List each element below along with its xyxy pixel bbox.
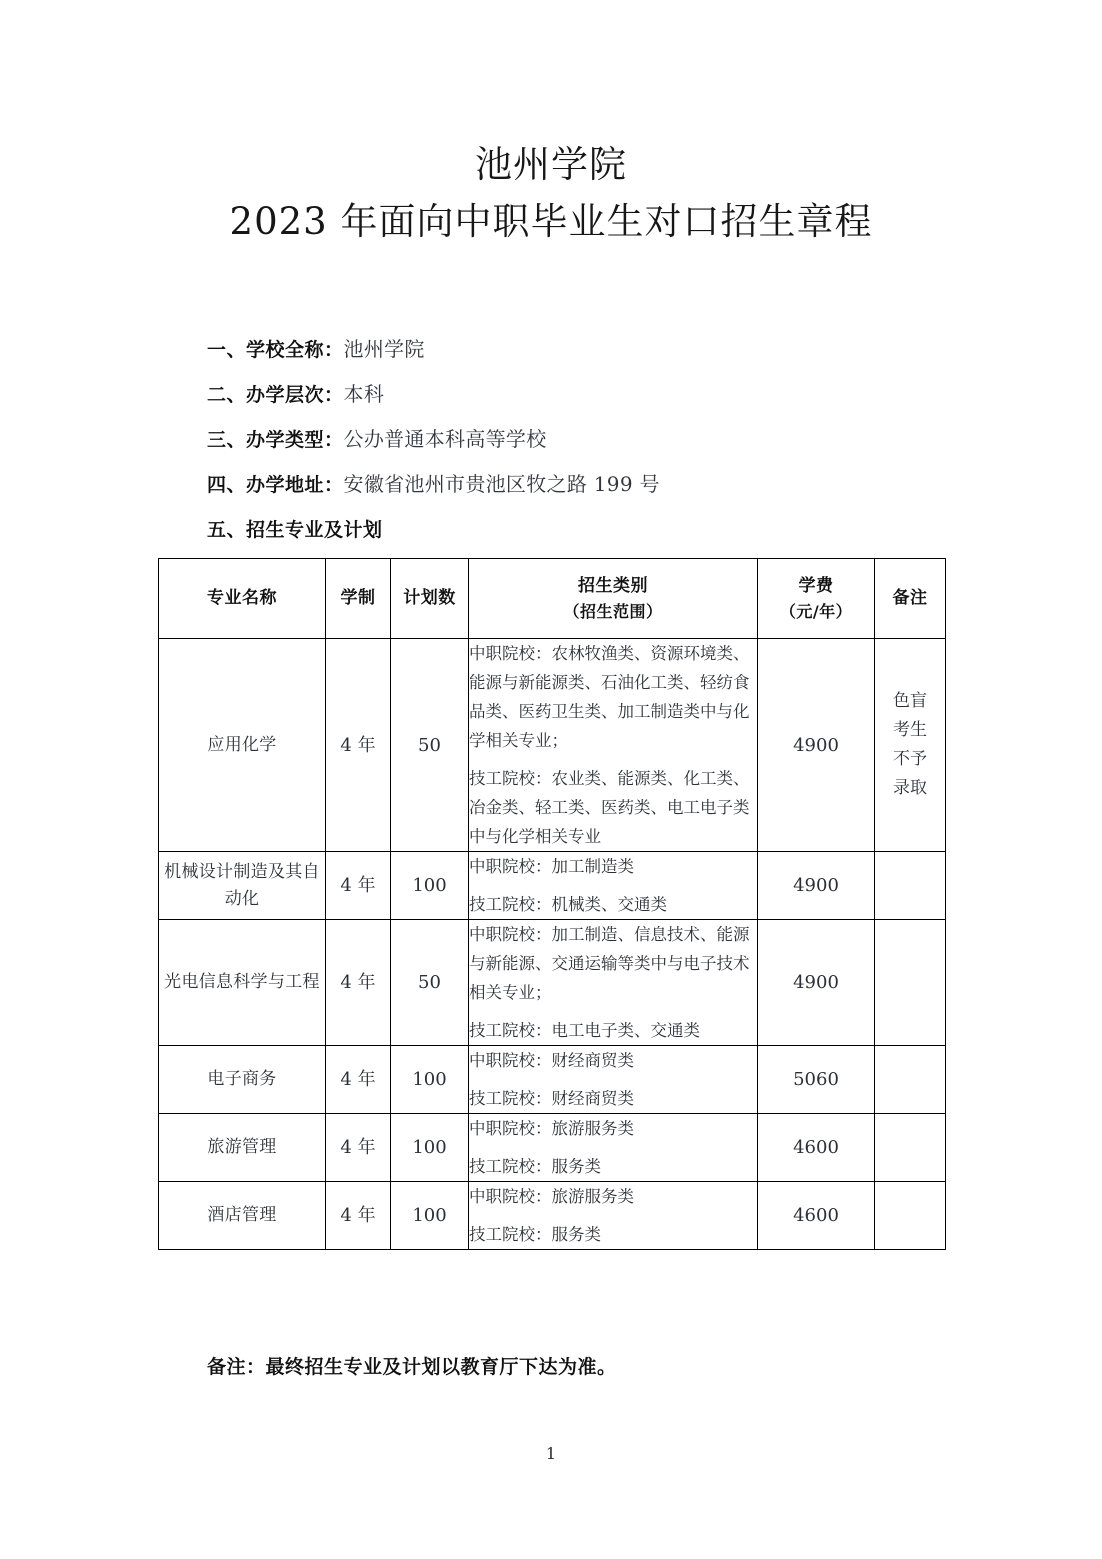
remark-line: 色盲 — [893, 691, 927, 711]
info-value-education-level: 本科 — [343, 382, 385, 406]
cell-category — [469, 920, 758, 1046]
info-row-school-name — [207, 327, 967, 372]
page-number: 1 — [545, 1444, 557, 1463]
category-paragraph: 中职院校：旅游服务类 — [469, 1187, 634, 1206]
cell-remark — [875, 920, 946, 1046]
column-header-major: 专业名称 — [159, 559, 326, 639]
info-label-majors-and-plan: 五、招生专业及计划 — [207, 519, 383, 541]
cell-category — [469, 1046, 758, 1114]
remark-line: 考生 — [893, 720, 927, 740]
cell-category — [469, 1114, 758, 1182]
cell-remark — [875, 852, 946, 920]
cell-years: 4 年 — [326, 920, 391, 1046]
remark-line: 录取 — [893, 778, 927, 798]
cell-quota: 100 — [391, 1114, 469, 1182]
cell-major: 应用化学 — [159, 639, 326, 852]
info-label-education-level: 二、办学层次： — [207, 384, 344, 406]
category-paragraph: 中职院校：农林牧渔类、资源环境类、能源与新能源类、石油化工类、轻纺食品类、医药卫生类、加工制造类中与化学相关专业； — [469, 644, 750, 750]
category-paragraph: 中职院校：加工制造、信息技术、能源与新能源、交通运输等类中与电子技术相关专业； — [469, 925, 750, 1002]
cell-major: 旅游管理 — [159, 1114, 326, 1182]
cell-fee: 4600 — [758, 1182, 875, 1250]
cell-major: 电子商务 — [159, 1046, 326, 1114]
cell-category — [469, 639, 758, 852]
cell-years: 4 年 — [326, 1046, 391, 1114]
cell-major: 光电信息科学与工程 — [159, 920, 326, 1046]
cell-fee: 4600 — [758, 1114, 875, 1182]
cell-fee: 4900 — [758, 639, 875, 852]
category-paragraph: 中职院校：加工制造类 — [469, 857, 634, 876]
cell-years: 4 年 — [326, 852, 391, 920]
info-value-school-type: 公办普通本科高等学校 — [343, 427, 547, 451]
category-paragraph: 技工院校：服务类 — [469, 1157, 601, 1176]
table-row — [159, 639, 946, 852]
school-info-list — [207, 327, 967, 552]
cell-remark — [875, 1114, 946, 1182]
cell-quota: 50 — [391, 639, 469, 852]
table-header-row — [159, 559, 946, 639]
column-header-fee-main: 学费 — [798, 575, 834, 596]
cell-quota: 50 — [391, 920, 469, 1046]
cell-fee: 5060 — [758, 1046, 875, 1114]
info-label-school-address: 四、办学地址： — [207, 474, 344, 496]
info-label-school-type: 三、办学类型： — [207, 429, 344, 451]
table-row — [159, 1182, 946, 1250]
cell-remark — [875, 639, 946, 852]
footer-note: 备注：最终招生专业及计划以教育厅下达为准。 — [207, 1356, 617, 1378]
category-paragraph: 技工院校：农业类、能源类、化工类、冶金类、轻工类、医药类、电工电子类中与化学相关专业 — [469, 769, 750, 846]
info-value-school-address: 安徽省池州市贵池区牧之路 199 号 — [343, 472, 660, 496]
cell-major: 机械设计制造及其自动化 — [159, 852, 326, 920]
table-row — [159, 1114, 946, 1182]
cell-years: 4 年 — [326, 639, 391, 852]
info-value-school-name: 池州学院 — [343, 337, 425, 361]
table-row — [159, 1046, 946, 1114]
column-header-fee — [758, 559, 875, 639]
column-header-years: 学制 — [326, 559, 391, 639]
cell-major: 酒店管理 — [159, 1182, 326, 1250]
remark-line: 不予 — [893, 749, 927, 769]
info-row-majors-and-plan — [207, 507, 967, 552]
admission-plan-table — [158, 558, 946, 1250]
column-header-category-sub: （招生范围） — [563, 601, 663, 621]
cell-quota: 100 — [391, 1046, 469, 1114]
column-header-fee-sub: （元/年） — [779, 601, 853, 621]
table-row — [159, 852, 946, 920]
category-paragraph: 中职院校：旅游服务类 — [469, 1119, 634, 1138]
category-paragraph: 技工院校：服务类 — [469, 1225, 601, 1244]
cell-quota: 100 — [391, 1182, 469, 1250]
info-row-school-address — [207, 462, 967, 507]
category-paragraph: 技工院校：机械类、交通类 — [469, 895, 667, 914]
title-line-2: 2023 年面向中职毕业生对口招生章程 — [229, 200, 873, 243]
cell-fee: 4900 — [758, 920, 875, 1046]
category-paragraph: 中职院校：财经商贸类 — [469, 1051, 634, 1070]
cell-category — [469, 1182, 758, 1250]
cell-remark — [875, 1182, 946, 1250]
info-label-school-name: 一、学校全称： — [207, 339, 344, 361]
cell-years: 4 年 — [326, 1182, 391, 1250]
cell-remark — [875, 1046, 946, 1114]
category-paragraph: 技工院校：电工电子类、交通类 — [469, 1021, 700, 1040]
cell-years: 4 年 — [326, 1114, 391, 1182]
info-row-education-level — [207, 372, 967, 417]
cell-quota: 100 — [391, 852, 469, 920]
document-title — [0, 138, 1102, 252]
category-paragraph: 技工院校：财经商贸类 — [469, 1089, 634, 1108]
title-line-1: 池州学院 — [475, 143, 627, 186]
table-row — [159, 920, 946, 1046]
column-header-category-main: 招生类别 — [578, 575, 648, 596]
cell-category — [469, 852, 758, 920]
cell-fee: 4900 — [758, 852, 875, 920]
info-row-school-type — [207, 417, 967, 462]
column-header-category — [469, 559, 758, 639]
column-header-quota: 计划数 — [391, 559, 469, 639]
column-header-remark: 备注 — [875, 559, 946, 639]
